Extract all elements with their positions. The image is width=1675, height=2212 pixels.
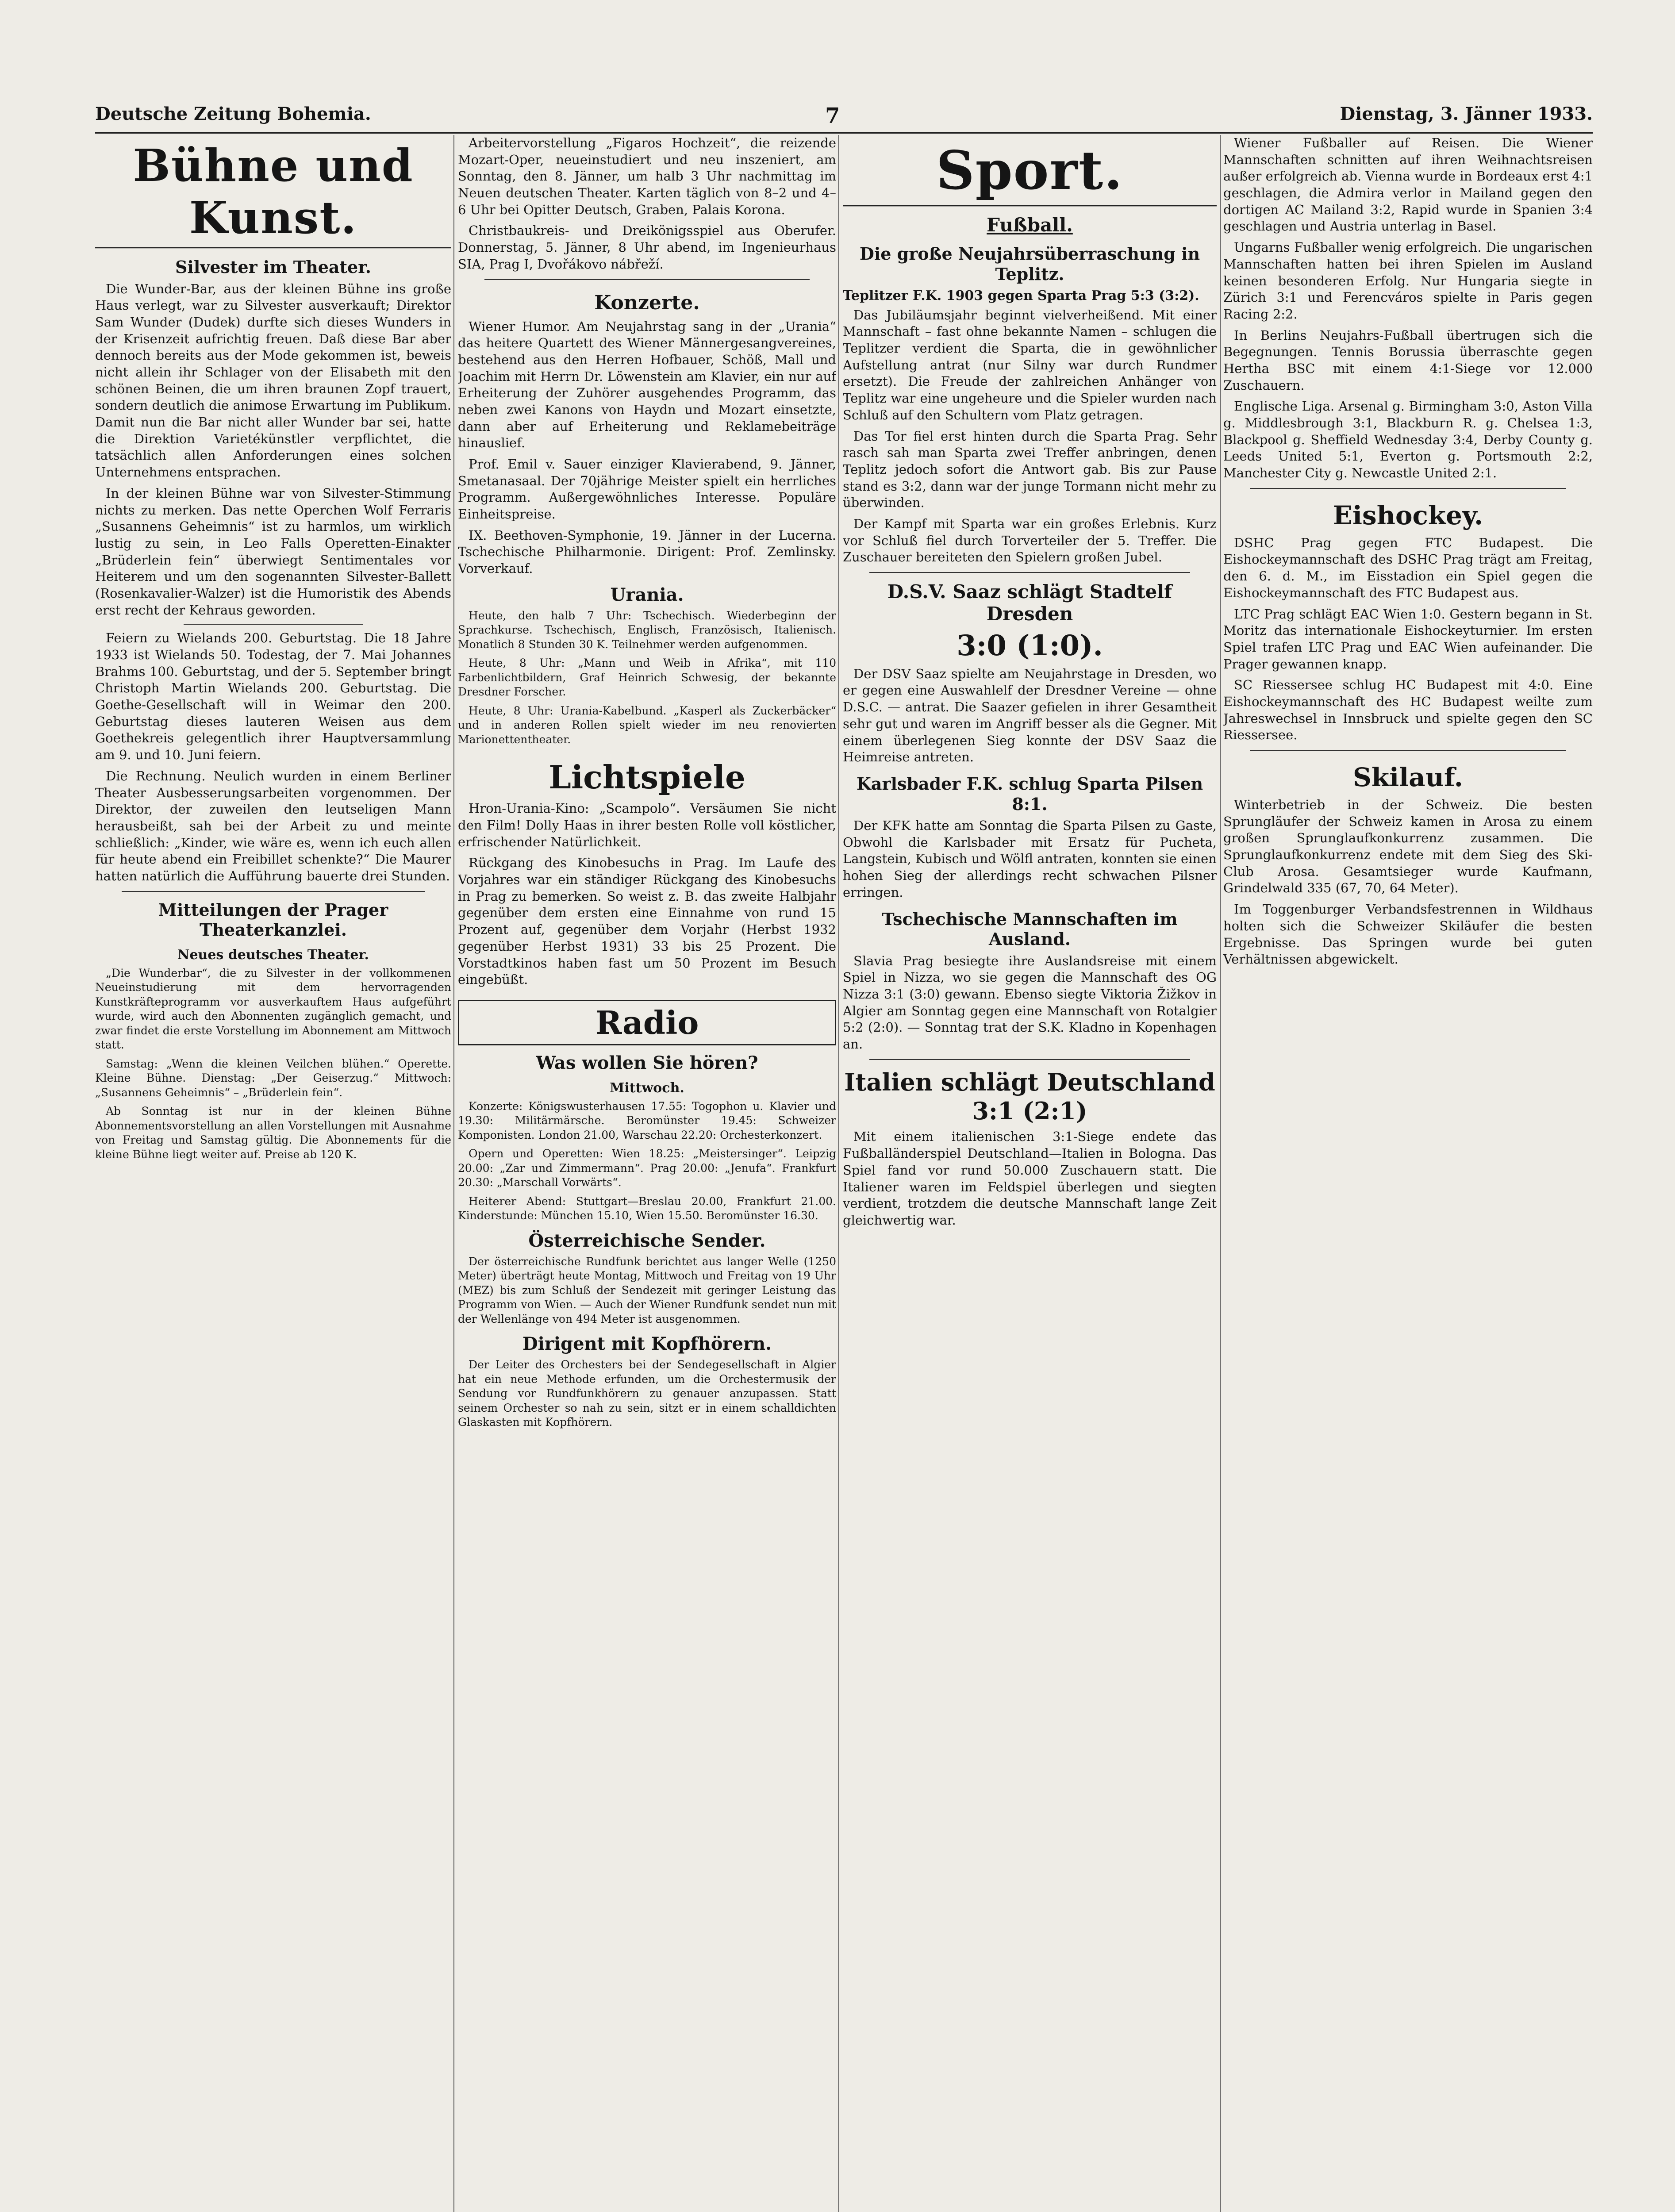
column-sport-continued <box>1223 135 1593 2212</box>
article-paragraph: Heiterer Abend: Stuttgart—Breslau 20.00, Frankfurt 21.00. Kinderstunde: München 15.10, Wien 15.50. Beromünster 16.30. <box>458 1194 836 1222</box>
section-heading-cinema: Lichtspiele <box>549 758 745 796</box>
column-rule <box>838 135 839 2212</box>
article-paragraph: Winterbetrieb in der Schweiz. Die besten Sprungläufer der Schweiz kamen in Arosa zu einem großen Sprunglaufkonkurrenz zusammen. Die Sprunglaufkonkurrenz endete mit dem Sieg des Ski-Club Arosa. Gesamtsieger wurde Kaufmann, Grindelwald 335 (67, 70, 64 Meter). <box>1223 797 1593 896</box>
article-paragraph: Die Wunder-Bar, aus der kleinen Bühne ins große Haus verlegt, war zu Silvester ausverkauft; Direktor Sam Wunder (Dudek) durfte sich dieses Wunders in der Krisenzeit aufrichtig freuen. Daß diese Bar aber dennoch bereits aus der Mode gekommen ist, beweis nicht allein ihr Schlager von der Elisabeth mit den schönen Beinen, die um ihren braunen Zopf trauert, sondern deutlich die animose Erwartung im Publikum. Damit nun die Bar nicht aller Wunder bar sei, hatte die Direktion Varietékünstler verpflichtet, die tatsächlich allen Anforderungen eines solchen Unternehmens entsprachen. <box>95 281 451 480</box>
article-paragraph: Das Jubiläumsjahr beginnt vielverheißend. Mit einer Mannschaft – fast ohne bekannte Namen – schlugen die Teplitzer verdient die Sparta, die in gewöhnlicher Aufstellung antrat (nur Silny war durch Rundmer ersetzt). Die Freude der zahlreichen Anhänger von Teplitz war eine ungeheure und die Spieler wurden nach Schluß auf den Schultern vom Platz getragen. <box>843 307 1217 422</box>
article-title: Dirigent mit Kopfhörern. <box>522 1333 772 1355</box>
article-title: Silvester im Theater. <box>175 257 371 277</box>
article-paragraph: Heute, 8 Uhr: Urania-Kabelbund. „Kasperl als Zuckerbäcker“ und in anderen Rollen spielt wieder im neu renovierten Marionettentheater. <box>458 704 836 746</box>
article-paragraph: Englische Liga. Arsenal g. Birmingham 3:0, Aston Villa g. Middlesbrough 3:1, Blackburn R. g. Chelsea 1:3, Blackpool g. Sheffield Wednesday 3:4, Derby County g. Leeds United 5:1, Everton g. Portsmouth 2:2, Manchester City g. Newcastle United 2:1. <box>1223 399 1593 481</box>
article-paragraph: Heute, 8 Uhr: „Mann und Weib in Afrika“, mit 110 Farbenlichtbildern, Graf Heinrich Schwesig, der bekannte Dresdner Forscher. <box>458 657 836 699</box>
article-paragraph: Ungarns Fußballer wenig erfolgreich. Die ungarischen Mannschaften hatten bei ihren Spielen im Ausland keinen besonderen Erfolg. Nur Hungaria siegte in Zürich 3:1 und Ferencváros spielte in Paris gegen Racing 2:2. <box>1223 240 1593 322</box>
column-events <box>458 135 836 2212</box>
article-paragraph: Wiener Fußballer auf Reisen. Die Wiener Mannschaften schnitten auf ihren Weihnachtsreisen außer erfolgreich ab. Vienna wurde in Bordeaux erst 4:1 geschlagen, die Admira verlor in Mailand gegen den dortigen AC Mailand 3:2, Rapid wurde in Spanien 3:4 geschlagen und Austria unterlag in Basel. <box>1223 135 1593 234</box>
article-subtitle: Neues deutsches Theater. <box>177 947 369 963</box>
article-paragraph: Ab Sonntag ist nur in der kleinen Bühne Abonnementsvorstellung an allen Vorstellungen mit Ausnahme von Freitag und Samstag gültig. Die Abonnements für die kleine Bühne liegt weiter auf. Preise ab 120 K. <box>95 1105 451 1161</box>
article-paragraph: Slavia Prag besiegte ihre Auslandsreise mit einem Spiel in Nizza, wo sie gegen die Mannschaft des OG Nizza 3:1 (3:0) gewann. Ebenso siegte Viktoria Žižkov in Algier am Sonntag gegen eine Mannschaft von Rotalgier 5:2 (2:0). — Sonntag trat der S.K. Kladno in Kopenhagen an. <box>843 953 1217 1052</box>
article-paragraph: „Die Wunderbar“, die zu Silvester in der vollkommenen Neueinstudierung mit dem hervorragenden Kunstkräfteprogramm vor ausverkauftem Haus aufgeführt wurde, wird auch den Abonnenten zugänglich gemacht, und zwar findet die erste Vorstellung im Abonnement am Mittwoch statt. <box>95 966 451 1052</box>
article-paragraph: Prof. Emil v. Sauer einziger Klavierabend, 9. Jänner, Smetanasaal. Der 70jährige Meister spielt ein herrliches Programm. Außergewöhnliches Interesse. Populäre Einheitspreise. <box>458 457 836 522</box>
article-title: Mitteilungen der Prager Theaterkanzlei. <box>158 899 388 940</box>
divider <box>869 572 1190 573</box>
article-paragraph: Die Rechnung. Neulich wurden in einem Berliner Theater Ausbesserungsarbeiten vorgenommen. Der Direktor, der zuweilen den leutseligen Mann herausbeißt, sah bei der Arbeit zu und meinte schließlich: „Kinder, wie wäre es, wenn ich euch allen für heute abend ein Freibillet schenkte?“ Die Maurer hatten natürlich die Aufführung bauerte drei Stunden. <box>95 768 451 883</box>
article-paragraph: Christbaukreis- und Dreikönigsspiel aus Oberufer. Donnerstag, 5. Jänner, 8 Uhr abend, im Ingenieurhaus SIA, Prag I, Dvořákovo nábřeží. <box>458 223 836 272</box>
article-paragraph: Opern und Operetten: Wien 18.25: „Meistersinger“. Leipzig 20.00: „Zar und Zimmermann“. Prag 20.00: „Jenufa“. Frankfurt 20.30: „Marschall Vorwärts“. <box>458 1147 836 1189</box>
section-heading-sport: Sport. <box>843 139 1217 207</box>
article-paragraph: In der kleinen Bühne war von Silvester-Stimmung nichts zu merken. Das nette Operchen Wolf Ferraris „Susannens Geheimnis“ ist zu harmlos, um wirklich lustig zu sein, in Leo Falls Operetten-Einakter „Brüderlein fein“ überwiegt Sentimentales vor Heiterem und um den sogenannten Silvester-Ballett (Rosenkavalier-Walzer) ist die Humoristik des Abends erst recht der Kehraus geworden. <box>95 485 451 618</box>
article-title: Österreichische Sender. <box>528 1230 766 1251</box>
column-rule <box>453 135 454 2212</box>
article-title: Karlsbader F.K. schlug Sparta Pilsen 8:1. <box>856 773 1203 814</box>
article-subtitle: Teplitzer F.K. 1903 gegen Sparta Prag 5:3 (3:2). <box>843 288 1199 304</box>
section-heading-urania: Urania. <box>610 584 684 605</box>
divider <box>869 1059 1190 1060</box>
article-paragraph: Der KFK hatte am Sonntag die Sparta Pilsen zu Gaste, Obwohl die Karlsbader mit Ersatz für Pucheta, Langstein, Kubisch und Wölfl antraten, konnten sie einen hohen Sieg der allerdings recht schwachen Pilsner erringen. <box>843 818 1217 900</box>
article-subtitle: Mittwoch. <box>610 1080 684 1096</box>
article-paragraph: Heute, den halb 7 Uhr: Tschechisch. Wiederbeginn der Sprachkurse. Tschechisch, Englisch, Französisch, Italienisch. Monatlich 8 Stunden 30 K. Teilnehmer werden aufgenommen. <box>458 609 836 651</box>
article-paragraph: Der Leiter des Orchesters bei der Sendegesellschaft in Algier hat ein neue Methode erfunden, um die Orchestermusik der Sendung vor Rundfunkhörern zu genauer anzupassen. Statt seinem Orchester so nah zu sein, sitzt er in einem schalldichten Glaskasten mit Kopfhörern. <box>458 1358 836 1429</box>
page-number: 7 <box>825 104 840 128</box>
section-heading-ice-hockey: Eishockey. <box>1333 500 1483 530</box>
section-heading-concerts: Konzerte. <box>594 291 700 314</box>
article-paragraph: Mit einem italienischen 3:1-Siege endete das Fußballänderspiel Deutschland—Italien in Bologna. Das Spiel fand vor rund 50.000 Zuschauern statt. Die Italiener waren im Feldspiel überlegen und siegten verdient, trotzdem die deutsche Mannschaft lange Zeit gleichwertig war. <box>843 1129 1217 1228</box>
article-paragraph: IX. Beethoven-Symphonie, 19. Jänner in der Lucerna. Tschechische Philharmonie. Dirigent: Prof. Zemlinsky. Vorverkauf. <box>458 527 836 576</box>
article-title: Tschechische Mannschaften im Ausland. <box>882 909 1178 949</box>
section-heading-culture: Bühne und Kunst. <box>95 139 451 249</box>
column-sport <box>843 135 1217 2212</box>
section-heading-skiing: Skilauf. <box>1353 762 1463 792</box>
article-paragraph: Wiener Humor. Am Neujahrstag sang in der „Urania“ das heitere Quartett des Wiener Männergesangvereines, bestehend aus den Herren Hofbauer, Schöß, Mall und Joachim mit Herrn Dr. Löwenstein am Klavier, ein nur auf Erheiterung der Zuhörer ausgehendes Programm, das neben zwei Kanons von Haydn und Mozart einsetzte, dann aber auf Erheiterung und Reklamebeiträge hinauslief. <box>458 319 836 451</box>
divider <box>1250 488 1566 489</box>
article-paragraph: Konzerte: Königswusterhausen 17.55: Togophon u. Klavier und 19.30: Militärmärsche. Beromünster 19.45: Schweizer Komponisten. London 21.00, Warschau 22.20: Orchesterkonzert. <box>458 1099 836 1141</box>
divider <box>1250 750 1566 751</box>
article-paragraph: DSHC Prag gegen FTC Budapest. Die Eishockeymannschaft des DSHC Prag trägt am Freitag, den 6. d. M., im Eisstadion ein Spiel gegen die Eishockeymannschaft des FTC Budapest aus. <box>1223 535 1593 600</box>
article-paragraph: SC Riessersee schlug HC Budapest mit 4:0. Eine Eishockeymannschaft des HC Budapest weilte zum Jahreswechsel in Innsbruck und spielte gegen den SC Riessersee. <box>1223 677 1593 743</box>
masthead <box>95 101 1593 134</box>
article-paragraph: Der Kampf mit Sparta war ein großes Erlebnis. Kurz vor Schluß fiel durch Torverteiler der 5. Treffer. Die Zuschauer bereiteten den Spielern großen Jubel. <box>843 516 1217 565</box>
article-title: Italien schlägt Deutschland 3:1 (2:1) <box>844 1068 1215 1125</box>
article-paragraph: Der DSV Saaz spielte am Neujahrstage in Dresden, wo er gegen eine Auswahlelf der Dresdner Vereine — ohne D.S.C. — antrat. Die Saazer gefielen in ihrer Gesamtheit sehr gut und waren im Angriff besser als die Gegner. Mit einem überlegenen Sieg konnte der DSV Saaz die Heimreise antreten. <box>843 666 1217 765</box>
article-paragraph: Arbeitervorstellung „Figaros Hochzeit“, die reizende Mozart-Oper, neueinstudiert und neu inszeniert, am Sonntag, den 8. Jänner, um halb 3 Uhr nachmittag im Neuen deutschen Theater. Karten täglich von 8–2 und 4–6 Uhr bei Opitter Deutsch, Graben, Palais Korona. <box>458 135 836 217</box>
article-paragraph: Das Tor fiel erst hinten durch die Sparta Prag. Sehr rasch sah man Sparta zwei Treffer anbringen, denen Teplitz jedoch sofort die Antwort gab. Bis zur Pause stand es 3:2, dann war der junge Tormann nicht mehr zu überwinden. <box>843 428 1217 511</box>
article-title: Die große Neujahrsüberraschung in Teplitz. <box>859 244 1200 284</box>
article-title: Was wollen Sie hören? <box>536 1052 758 1073</box>
article-paragraph: Rückgang des Kinobesuchs in Prag. Im Laufe des Vorjahres war ein ständiger Rückgang des Kinobesuchs in Prag zu bemerken. So weist z. B. das zweite Halbjahr gegenüber dem ersten eine Einnahme von rund 15 Prozent auf, gegenüber dem Vorjahr (Herbst 1932 gegenüber Herbst 1931) 33 bis 25 Prozent. Die Vorstadtkinos haben fast um 50 Prozent im Besuch eingebüßt. <box>458 855 836 987</box>
article-paragraph: LTC Prag schlägt EAC Wien 1:0. Gestern begann in St. Moritz das internationale Eishockeyturnier. Im ersten Spiel trafen LTC Prag und EAC Wien aufeinander. Die Prager gewannen knapp. <box>1223 606 1593 672</box>
article-paragraph: Im Toggenburger Verbandsfestrennen in Wildhaus holten sich die Schweizer Skiläufer die besten Ergebnisse. Das Springen wurde bei guten Verhältnissen abgewickelt. <box>1223 902 1593 967</box>
issue-date: Dienstag, 3. Jänner 1933. <box>1340 104 1593 124</box>
article-paragraph: Hron-Urania-Kino: „Scampolo“. Versäumen Sie nicht den Film! Dolly Haas in ihrer besten Rolle voll köstlicher, erfrischender Natürlichkeit. <box>458 801 836 849</box>
newspaper-title: Deutsche Zeitung Bohemia. <box>95 104 371 124</box>
divider <box>184 624 363 625</box>
subsection-football: Fußball. <box>987 214 1073 236</box>
article-title: D.S.V. Saaz schlägt Stadtelf Dresden <box>887 581 1172 625</box>
article-paragraph: Feiern zu Wielands 200. Geburtstag. Die 18 Jahre 1933 ist Wielands 50. Todestag, der 7. Mai Johannes Brahms 100. Geburtstag, und der 5. September bringt Christoph Martin Wielands 200. Geburtstag. Die Goethe-Gesellschaft will in Weimar den 200. Geburtstag dieses lauteren Weisen aus dem Goethekreis gelegentlich ihrer Hauptversammlung am 9. und 10. Juni feiern. <box>95 630 451 763</box>
column-rule <box>1220 135 1221 2212</box>
article-paragraph: Der österreichische Rundfunk berichtet aus langer Welle (1250 Meter) überträgt heute Montag, Mittwoch und Freitag von 19 Uhr (MEZ) bis zum Schluß der Sendezeit mit geringer Leistung das Programm von Wien. — Auch der Wiener Rundfunk sendet nun mit der Wellenlänge von 494 Meter ist ausgenommen. <box>458 1255 836 1325</box>
article-paragraph: Samstag: „Wenn die kleinen Veilchen blühen.“ Operette. Kleine Bühne. Dienstag: „Der Geiserzug.“ Mittwoch: „Susannens Geheimnis“ – „Brüderlein fein“. <box>95 1057 451 1099</box>
match-result: 3:0 (1:0). <box>957 629 1103 662</box>
article-paragraph: In Berlins Neujahrs-Fußball übertrugen sich die Begegnungen. Tennis Borussia überraschte gegen Hertha BSC mit einem 4:1-Siege vor 12.000 Zuschauern. <box>1223 327 1593 393</box>
divider <box>122 891 425 892</box>
divider <box>484 279 810 280</box>
section-heading-radio: Radio <box>458 1000 836 1045</box>
column-culture <box>95 135 451 2212</box>
